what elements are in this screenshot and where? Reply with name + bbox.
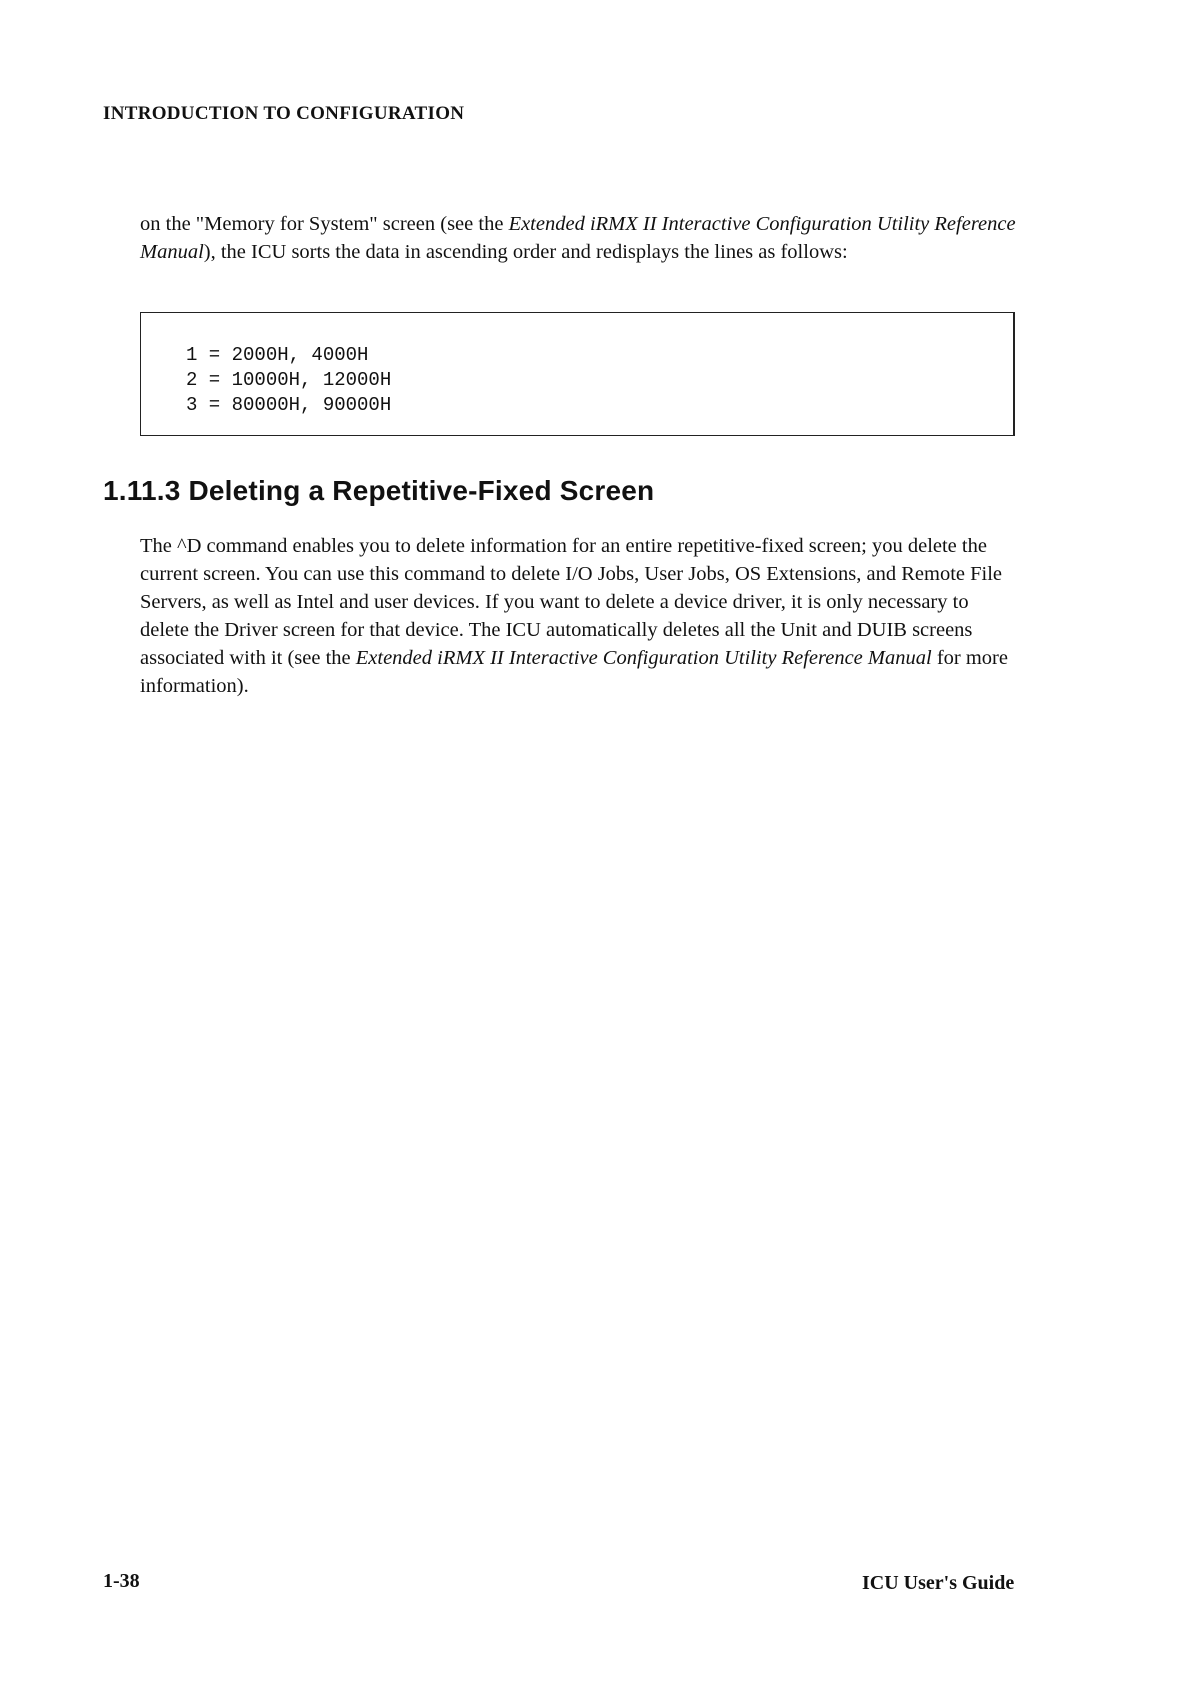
- code-line: 3 = 80000H, 90000H: [186, 394, 392, 416]
- intro-text-end: ), the ICU sorts the data in ascending order and redisplays the lines as follows:: [203, 241, 848, 263]
- section-text-start: The ^D command enables you to delete information for an entire repetitive-fixed screen; you delete the current screen. You can use this command to delete I/O Jobs, User Jobs, OS Extensions, and Remote File Servers, as well as Intel and user devices. If you want to delete a device driver, it is only necessary to delete the Driver screen for that device. The ICU automatically deletes all the Unit and DUIB screens associated with it (see the: [140, 535, 1003, 669]
- code-example-box: [140, 312, 1015, 436]
- manual-reference: Extended iRMX II Interactive Configuration Utility Reference Manual: [355, 647, 932, 669]
- intro-text-start: on the "Memory for System" screen (see the: [140, 213, 509, 235]
- page-number: 1-38: [103, 1570, 140, 1592]
- section-heading: 1.11.3 Deleting a Repetitive-Fixed Screen: [103, 475, 655, 506]
- book-title: ICU User's Guide: [862, 1572, 1015, 1594]
- intro-paragraph: [140, 210, 1020, 266]
- section-text-end: for more information).: [140, 647, 1008, 697]
- running-header: INTRODUCTION TO CONFIGURATION: [103, 103, 465, 124]
- code-line: 1 = 2000H, 4000H: [186, 344, 369, 366]
- section-paragraph: [140, 532, 1020, 700]
- manual-reference: Extended iRMX II Interactive Configuration Utility Reference Manual: [140, 213, 1016, 263]
- code-listing: [186, 343, 391, 418]
- code-line: 2 = 10000H, 12000H: [186, 369, 392, 391]
